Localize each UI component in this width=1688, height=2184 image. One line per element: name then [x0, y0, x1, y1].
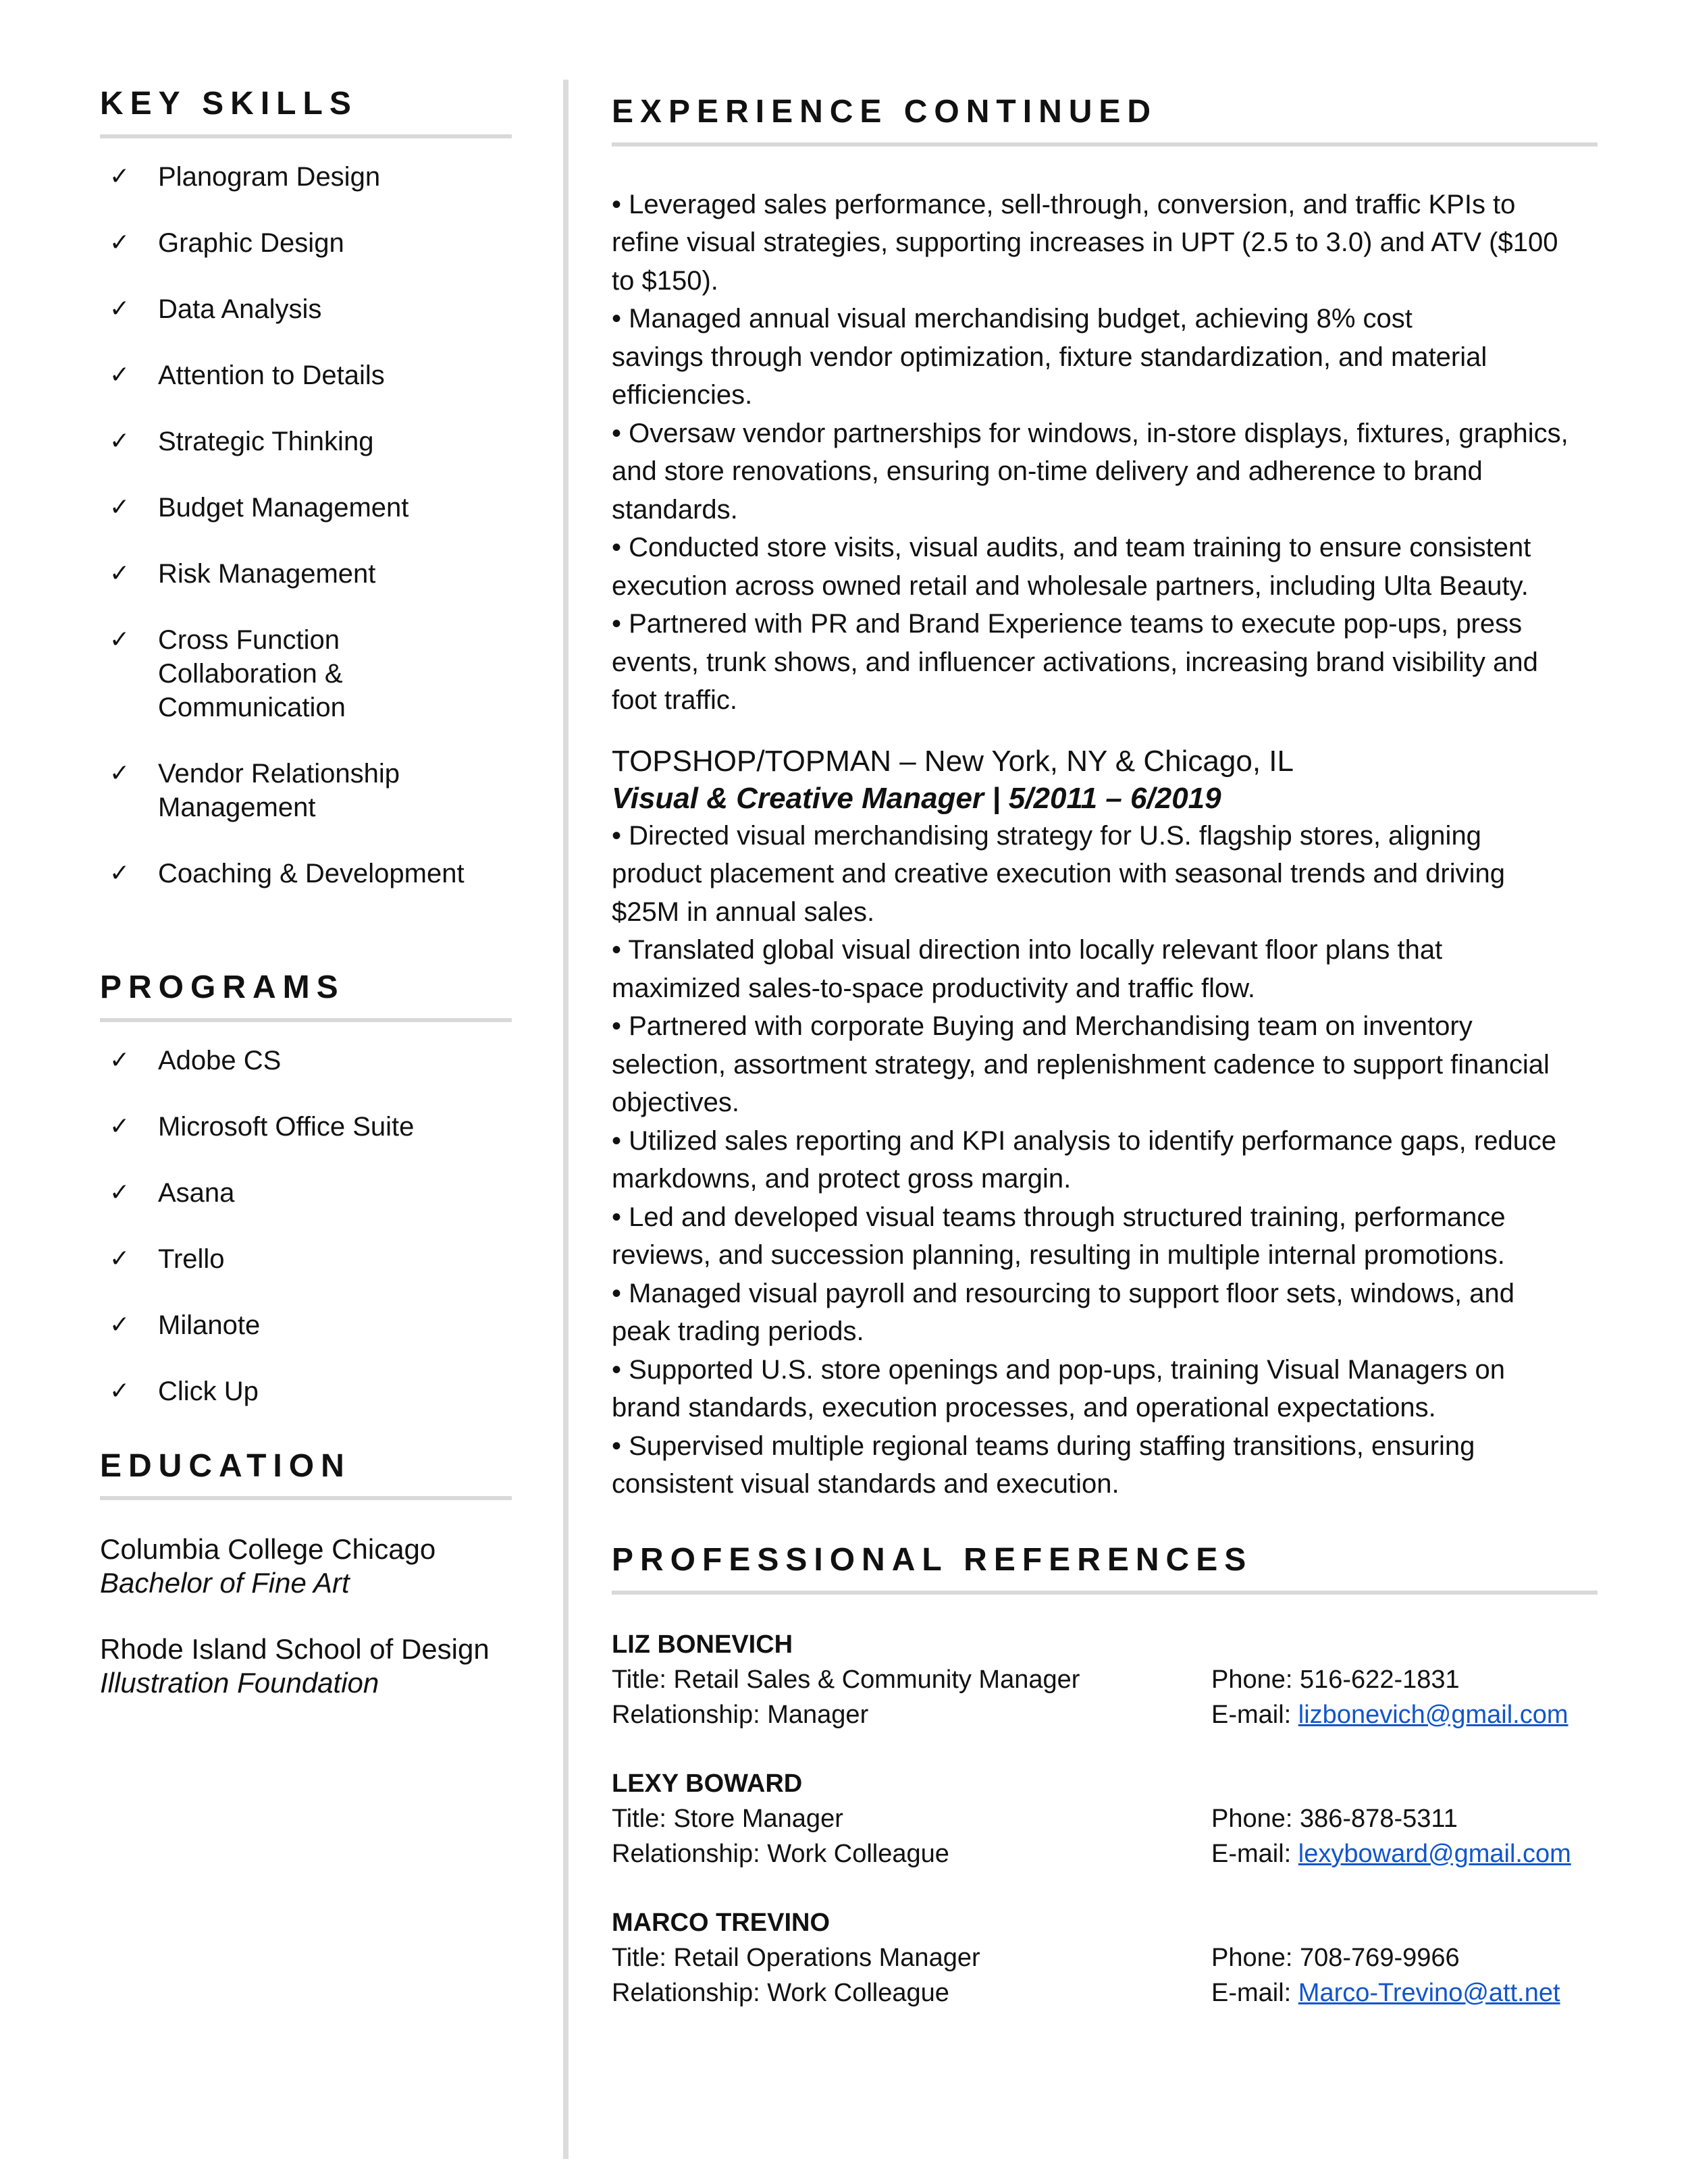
checkmark-icon: ✓: [109, 1178, 130, 1206]
skill-label: Graphic Design: [158, 228, 344, 258]
email-label: E-mail:: [1211, 1978, 1298, 2007]
job-line: • Partnered with corporate Buying and Merchandising team on inventory: [612, 1011, 1473, 1042]
experience-section: [612, 95, 1598, 1503]
job-line: maximized sales-to-space productivity and traffic flow.: [612, 973, 1255, 1003]
experience-line: refine visual strategies, supporting increases in UPT (2.5 to 3.0) and ATV ($100: [612, 228, 1558, 258]
experience-line: standards.: [612, 494, 738, 525]
email-label: E-mail:: [1211, 1700, 1298, 1729]
skill-item: [100, 226, 512, 260]
left-column: [100, 86, 512, 1732]
experience-line: • Conducted store visits, visual audits, and team training to ensure consistent: [612, 533, 1531, 563]
program-label: Click Up: [158, 1376, 259, 1406]
experience-heading: EXPERIENCE CONTINUED: [612, 95, 1598, 147]
job-line: • Utilized sales reporting and KPI analysis to identify performance gaps, reduce: [612, 1125, 1557, 1156]
job-line: $25M in annual sales.: [612, 897, 875, 927]
program-item: [100, 1242, 512, 1276]
job-header: [612, 743, 1598, 817]
reference-phone: Phone: 708-769-9966: [1211, 1943, 1460, 1972]
program-item: [100, 1110, 512, 1144]
program-label: Trello: [158, 1244, 225, 1274]
job-line: objectives.: [612, 1088, 739, 1118]
school-name: Columbia College Chicago: [100, 1533, 436, 1566]
degree-name: Illustration Foundation: [100, 1667, 379, 1699]
reference-phone: Phone: 386-878-5311: [1211, 1804, 1458, 1833]
reference-row: [612, 1662, 1598, 1697]
program-label: Asana: [158, 1177, 235, 1208]
checkmark-icon: ✓: [109, 1046, 130, 1074]
checkmark-icon: ✓: [109, 625, 130, 654]
skill-item: [100, 292, 512, 326]
checkmark-icon: ✓: [109, 294, 130, 323]
experience-line: • Leveraged sales performance, sell-through, conversion, and traffic KPIs to: [612, 189, 1516, 219]
email-link[interactable]: lexyboward@gmail.com: [1298, 1839, 1571, 1868]
checkmark-icon: ✓: [109, 228, 130, 257]
checkmark-icon: ✓: [109, 361, 130, 389]
job-line: • Led and developed visual teams through structured training, performance: [612, 1202, 1506, 1232]
education-entry: [100, 1632, 512, 1700]
job-title: Visual & Creative Manager | 5/2011 – 6/2019: [612, 781, 1221, 815]
job-company: TOPSHOP/TOPMAN – New York, NY & Chicago, IL: [612, 744, 1294, 778]
program-item: [100, 1044, 512, 1077]
skill-item: [100, 425, 512, 458]
reference-name: LIZ BONEVICH: [612, 1630, 793, 1659]
checkmark-icon: ✓: [109, 1244, 130, 1273]
programs-heading: PROGRAMS: [100, 970, 512, 1022]
programs-section: [100, 970, 512, 1408]
checkmark-icon: ✓: [109, 759, 130, 787]
experience-line: • Managed annual visual merchandising budget, achieving 8% cost: [612, 304, 1413, 334]
reference-row: [612, 1697, 1598, 1732]
reference-entry: [612, 1905, 1598, 2010]
skill-label: Attention to Details: [158, 360, 385, 390]
skill-label: Cross Function Collaboration & Communication: [158, 624, 346, 722]
program-item: [100, 1308, 512, 1342]
experience-line: • Oversaw vendor partnerships for windows, in-store displays, fixtures, graphics,: [612, 418, 1568, 448]
key-skills-section: [100, 86, 512, 890]
school-name: Rhode Island School of Design: [100, 1633, 490, 1666]
right-column: [612, 95, 1598, 2044]
column-divider: [563, 80, 569, 2159]
job-line: selection, assortment strategy, and replenishment cadence to support financial: [612, 1049, 1550, 1080]
reference-name: LEXY BOWARD: [612, 1769, 803, 1798]
program-label: Microsoft Office Suite: [158, 1111, 415, 1142]
checkmark-icon: ✓: [109, 859, 130, 887]
reference-email: [1211, 1836, 1571, 1871]
education-section: [100, 1449, 512, 1701]
job-line: product placement and creative execution with seasonal trends and driving: [612, 859, 1506, 889]
reference-relationship: Relationship: Work Colleague: [612, 1839, 949, 1868]
email-link[interactable]: Marco-Trevino@att.net: [1298, 1978, 1560, 2007]
checkmark-icon: ✓: [109, 1112, 130, 1140]
education-entry: [100, 1533, 512, 1600]
skill-item: [100, 491, 512, 525]
experience-line: savings through vendor optimization, fixture standardization, and material: [612, 342, 1487, 372]
skill-label: Budget Management: [158, 492, 409, 523]
degree-name: Bachelor of Fine Art: [100, 1567, 350, 1599]
checkmark-icon: ✓: [109, 427, 130, 455]
reference-relationship: Relationship: Work Colleague: [612, 1978, 949, 2007]
experience-line: efficiencies.: [612, 380, 753, 410]
checkmark-icon: ✓: [109, 493, 130, 521]
reference-email: [1211, 1697, 1568, 1732]
skill-label: Strategic Thinking: [158, 426, 374, 456]
skill-item: [100, 857, 512, 890]
skill-item: [100, 623, 512, 724]
experience-bullets: [612, 186, 1598, 720]
education-heading: EDUCATION: [100, 1449, 512, 1501]
skill-label: Risk Management: [158, 558, 376, 589]
experience-line: execution across owned retail and wholesale partners, including Ulta Beauty.: [612, 570, 1529, 601]
job-line: • Translated global visual direction into locally relevant floor plans that: [612, 935, 1443, 965]
reference-name: MARCO TREVINO: [612, 1908, 830, 1937]
reference-row: [612, 1940, 1598, 1975]
email-label: E-mail:: [1211, 1839, 1298, 1868]
key-skills-list: [100, 160, 512, 890]
reference-relationship: Relationship: Manager: [612, 1700, 869, 1729]
checkmark-icon: ✓: [109, 1377, 130, 1405]
programs-list: [100, 1044, 512, 1408]
job-bullets: [612, 817, 1598, 1503]
experience-line: and store renovations, ensuring on-time delivery and adherence to brand: [612, 456, 1483, 487]
program-label: Adobe CS: [158, 1045, 282, 1075]
experience-line: • Partnered with PR and Brand Experience teams to execute pop-ups, press: [612, 609, 1523, 639]
skill-item: [100, 160, 512, 194]
program-item: [100, 1176, 512, 1210]
job-line: • Managed visual payroll and resourcing to support floor sets, windows, and: [612, 1278, 1514, 1308]
experience-line: events, trunk shows, and influencer activations, increasing brand visibility and: [612, 647, 1538, 677]
skill-label: Vendor Relationship Management: [158, 758, 400, 822]
education-list: [100, 1533, 512, 1700]
program-item: [100, 1375, 512, 1408]
reference-email: [1211, 1975, 1560, 2010]
skill-item: [100, 757, 512, 824]
job-line: • Directed visual merchandising strategy for U.S. flagship stores, aligning: [612, 820, 1481, 851]
experience-line: foot traffic.: [612, 685, 738, 716]
job-line: peak trading periods.: [612, 1316, 864, 1347]
key-skills-heading: KEY SKILLS: [100, 86, 512, 138]
experience-line: to $150).: [612, 265, 718, 296]
skill-label: Data Analysis: [158, 294, 322, 324]
reference-row: [612, 1975, 1598, 2010]
reference-title: Title: Retail Operations Manager: [612, 1943, 980, 1972]
job-line: consistent visual standards and execution.: [612, 1469, 1119, 1499]
job-line: reviews, and succession planning, resulting in multiple internal promotions.: [612, 1240, 1505, 1271]
reference-row: [612, 1836, 1598, 1871]
reference-entry: [612, 1627, 1598, 1732]
job-line: brand standards, execution processes, and operational expectations.: [612, 1393, 1436, 1423]
reference-phone: Phone: 516-622-1831: [1211, 1665, 1460, 1694]
reference-entry: [612, 1766, 1598, 1871]
reference-title: Title: Store Manager: [612, 1804, 843, 1833]
reference-row: [612, 1801, 1598, 1836]
job-line: • Supported U.S. store openings and pop-ups, training Visual Managers on: [612, 1354, 1505, 1385]
reference-title: Title: Retail Sales & Community Manager: [612, 1665, 1080, 1694]
references-heading: PROFESSIONAL REFERENCES: [612, 1543, 1598, 1595]
skill-label: Planogram Design: [158, 161, 381, 192]
checkmark-icon: ✓: [109, 559, 130, 587]
references-section: [612, 1543, 1598, 2010]
job-line: markdowns, and protect gross margin.: [612, 1164, 1072, 1194]
email-link[interactable]: lizbonevich@gmail.com: [1298, 1700, 1568, 1729]
checkmark-icon: ✓: [109, 162, 130, 190]
skill-item: [100, 557, 512, 591]
references-list: [612, 1627, 1598, 2010]
skill-item: [100, 358, 512, 392]
checkmark-icon: ✓: [109, 1310, 130, 1339]
program-label: Milanote: [158, 1310, 261, 1340]
job-line: • Supervised multiple regional teams during staffing transitions, ensuring: [612, 1431, 1475, 1461]
skill-label: Coaching & Development: [158, 858, 465, 888]
